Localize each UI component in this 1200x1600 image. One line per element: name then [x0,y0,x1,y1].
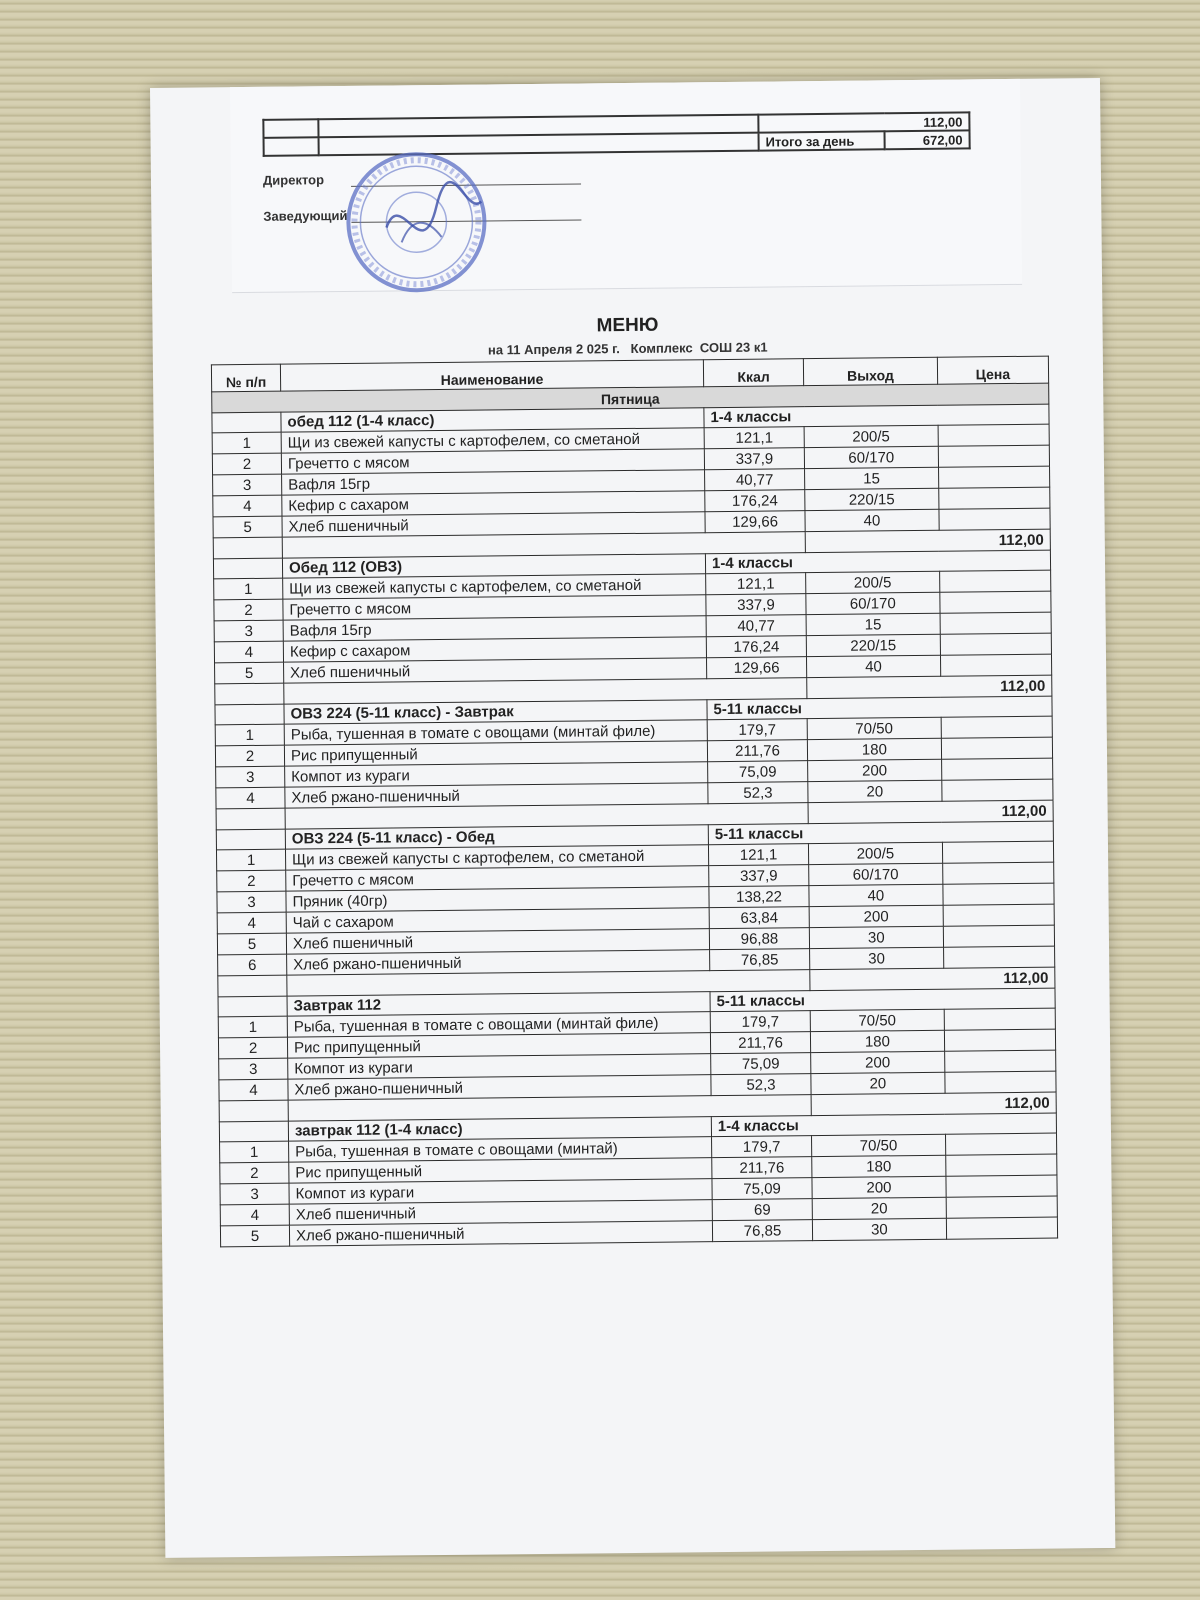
item-output: 200 [809,905,943,927]
item-number: 2 [217,870,286,892]
item-name: Компот из кураги [285,762,708,787]
item-price [945,1071,1057,1093]
item-kcal: 211,76 [710,1032,810,1054]
item-price [943,946,1055,968]
section-num-cell [218,996,287,1017]
item-output: 200 [812,1176,946,1198]
item-output: 70/50 [812,1134,946,1156]
page-subtitle: на 11 Апреля 2 025 г. Комплекс СОШ 23 к1 [487,339,768,358]
item-kcal: 40,77 [704,469,804,491]
item-price [946,1196,1058,1218]
item-output: 15 [806,613,940,635]
item-price [941,758,1053,780]
item-number: 2 [212,453,281,475]
item-output: 60/170 [806,592,940,614]
stamp-seal [341,146,493,298]
section-group: 5-11 классы [707,696,1052,720]
item-number: 5 [213,516,282,538]
item-output: 20 [812,1197,946,1219]
item-kcal: 52,3 [708,782,808,804]
item-number: 4 [217,912,286,934]
item-output: 70/50 [807,717,941,739]
item-output: 220/15 [806,634,940,656]
item-name: Хлеб пшеничный [282,512,705,537]
section-total: 112,00 [805,529,1050,553]
day-label: Пятница [212,383,1049,413]
item-price [944,1008,1056,1030]
item-number: 1 [218,1016,287,1038]
section-group: 1-4 классы [705,550,1050,574]
item-price [940,633,1052,655]
header-num: № п/п [211,364,280,392]
item-number: 1 [220,1141,289,1163]
total-blank-cell [215,683,284,705]
section-total: 112,00 [810,967,1055,991]
item-number: 5 [217,933,286,955]
item-name: Хлеб пшеничный [284,658,707,683]
item-name: Хлеб ржано-пшеничный [289,1221,712,1246]
item-kcal: 76,85 [712,1220,812,1242]
item-number: 3 [217,891,286,913]
item-price [939,591,1051,613]
item-kcal: 75,09 [712,1178,812,1200]
item-name: Рыба, тушенная в томате с овощами (минтай филе) [284,720,707,745]
item-number: 3 [213,474,282,496]
header-output: Выход [803,357,937,385]
item-output: 180 [812,1155,946,1177]
section-num-cell [215,704,284,725]
item-number: 1 [214,578,283,600]
item-price [945,1133,1057,1155]
item-number: 2 [218,1037,287,1059]
item-output: 30 [809,926,943,948]
item-price [942,862,1054,884]
item-price [946,1175,1058,1197]
item-kcal: 129,66 [705,511,805,533]
section-total: 112,00 [811,1092,1056,1116]
item-price [944,1050,1056,1072]
item-price [941,779,1053,801]
section-title: обед 112 (1-4 класс) [281,408,704,432]
item-output: 20 [808,780,942,802]
item-name: Вафля 15гр [283,616,706,641]
section-title: Завтрак 112 [287,992,710,1016]
item-price [940,612,1052,634]
item-output: 60/170 [809,863,943,885]
section-total: 112,00 [808,800,1053,824]
item-name: Хлеб пшеничный [286,929,709,954]
item-kcal: 211,76 [707,740,807,762]
item-number: 4 [220,1204,289,1226]
item-kcal: 121,1 [704,427,804,449]
item-name: Рис припущенный [289,1158,712,1183]
item-name: Гречетто с мясом [283,595,706,620]
item-name: Щи из свежей капусты с картофелем, со сметаной [281,428,704,453]
item-kcal: 211,76 [712,1157,812,1179]
item-name: Гречетто с мясом [281,449,704,474]
item-price [938,466,1050,488]
manager-label: Заведующий [263,207,348,224]
page-title: МЕНЮ [596,314,659,337]
item-name: Пряник (40гр) [286,887,709,912]
menu-body [212,404,1058,1247]
item-kcal: 96,88 [709,928,809,950]
section-title: ОВЗ 224 (5-11 класс) - Обед [285,825,708,849]
item-name: Рыба, тушенная в томате с овощами (минтай филе) [287,1012,710,1037]
item-price [944,1029,1056,1051]
item-name: Хлеб ржано-пшеничный [287,950,710,975]
item-output: 40 [809,884,943,906]
item-output: 200/5 [809,842,943,864]
item-number: 2 [215,745,284,767]
section-total: 112,00 [807,675,1052,699]
item-kcal: 75,09 [708,761,808,783]
previous-page-fragment [230,79,1022,293]
item-name: Рис припущенный [287,1033,710,1058]
item-number: 4 [214,641,283,663]
item-price [942,841,1054,863]
item-price [938,424,1050,446]
item-name: Кефир с сахаром [282,491,705,516]
item-number: 3 [219,1058,288,1080]
item-kcal: 121,1 [706,573,806,595]
section-num-cell [212,412,281,433]
day-total-value: 672,00 [884,130,969,149]
item-kcal: 40,77 [706,615,806,637]
item-kcal: 337,9 [704,448,804,470]
item-output: 200/5 [806,571,940,593]
section-group: 1-4 классы [711,1113,1056,1137]
item-price [946,1217,1058,1239]
item-output: 70/50 [810,1009,944,1031]
item-name: Хлеб ржано-пшеничный [285,783,708,808]
menu-sheet [150,78,1115,1558]
header-name: Наименование [280,360,703,391]
item-kcal: 179,7 [711,1136,811,1158]
section-group: 1-4 классы [704,404,1049,428]
item-price [940,654,1052,676]
section-title: ОВЗ 224 (5-11 класс) - Завтрак [284,700,707,724]
section-group: 5-11 классы [708,821,1053,845]
row-total-value: 112,00 [758,112,969,132]
item-output: 15 [805,467,939,489]
item-output: 40 [805,509,939,531]
section-group: 5-11 классы [710,988,1055,1012]
item-name: Щи из свежей капусты с картофелем, со сметаной [283,574,706,599]
section-num-cell [213,558,282,579]
item-output: 30 [812,1218,946,1240]
item-number: 1 [215,724,284,746]
item-name: Рис припущенный [284,741,707,766]
header-kcal: Ккал [703,359,803,387]
item-output: 180 [807,738,941,760]
item-name: Рыба, тушенная в томате с овощами (минтай) [289,1137,712,1162]
item-price [943,925,1055,947]
item-kcal: 69 [712,1199,812,1221]
item-output: 200 [811,1051,945,1073]
item-number: 5 [215,662,284,684]
item-output: 200 [808,759,942,781]
day-total-label: Итого за день [759,131,885,150]
item-output: 200/5 [804,425,938,447]
item-name: Щи из свежей капусты с картофелем, со сметаной [285,845,708,870]
total-blank-cell [216,808,285,830]
item-name: Компот из кураги [288,1054,711,1079]
item-number: 3 [214,620,283,642]
item-name: Компот из кураги [289,1179,712,1204]
section-title: завтрак 112 (1-4 класс) [288,1117,711,1141]
item-kcal: 179,7 [707,719,807,741]
item-price [943,904,1055,926]
item-number: 3 [220,1183,289,1205]
item-output: 20 [811,1072,945,1094]
item-price [941,716,1053,738]
item-kcal: 176,24 [705,490,805,512]
item-number: 3 [216,766,285,788]
menu-table [211,356,1058,1248]
item-name: Кефир с сахаром [283,637,706,662]
item-kcal: 63,84 [709,907,809,929]
section-num-cell [216,829,285,850]
item-output: 40 [807,655,941,677]
item-number: 2 [220,1162,289,1184]
item-number: 6 [218,954,287,976]
item-price [938,445,1050,467]
item-number: 5 [220,1225,289,1247]
item-number: 4 [219,1079,288,1101]
item-price [941,737,1053,759]
item-kcal: 76,85 [709,949,809,971]
item-kcal: 75,09 [711,1053,811,1075]
item-price [943,883,1055,905]
header-price: Цена [937,356,1049,384]
item-number: 4 [213,495,282,517]
item-output: 220/15 [805,488,939,510]
item-kcal: 179,7 [710,1011,810,1033]
item-kcal: 121,1 [708,844,808,866]
total-blank-cell [218,975,287,997]
item-name: Гречетто с мясом [286,866,709,891]
item-name: Хлеб пшеничный [289,1200,712,1225]
item-number: 2 [214,599,283,621]
section-title: Обед 112 (ОВЗ) [282,554,705,578]
item-kcal: 138,22 [709,886,809,908]
item-kcal: 129,66 [706,657,806,679]
item-name: Чай с сахаром [286,908,709,933]
item-price [938,487,1050,509]
total-blank-cell [213,537,282,559]
item-price [945,1154,1057,1176]
item-price [939,570,1051,592]
item-number: 1 [212,432,281,454]
item-kcal: 52,3 [711,1074,811,1096]
item-number: 4 [216,787,285,809]
item-kcal: 337,9 [709,865,809,887]
item-name: Вафля 15гр [282,470,705,495]
item-output: 180 [811,1030,945,1052]
item-kcal: 176,24 [706,636,806,658]
item-kcal: 337,9 [706,594,806,616]
item-number: 1 [216,849,285,871]
total-blank-cell [219,1100,288,1122]
director-label: Директор [262,172,325,188]
item-output: 60/170 [804,446,938,468]
item-price [939,508,1051,530]
item-output: 30 [810,947,944,969]
item-name: Хлеб ржано-пшеничный [288,1075,711,1100]
section-num-cell [219,1121,288,1142]
